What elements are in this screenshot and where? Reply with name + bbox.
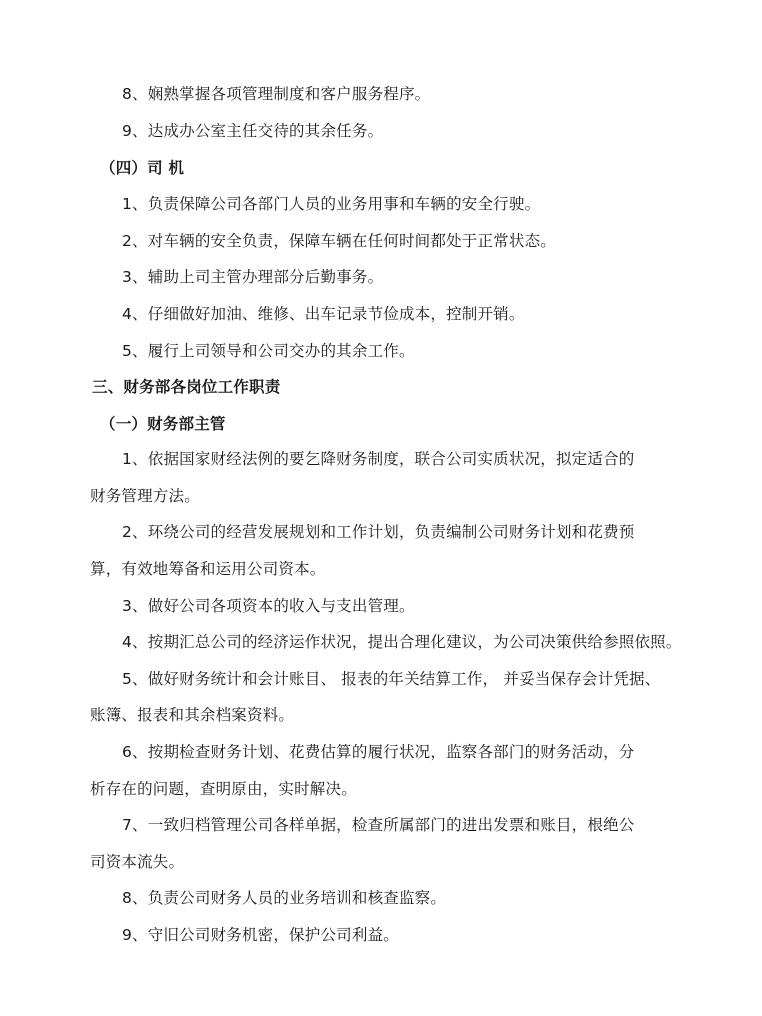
- list-item: 6、按期检查财务计划、花费估算的履行状况，监察各部门的财务活动，分: [122, 743, 635, 761]
- list-item: 8、负责公司财务人员的业务培训和核查监察。: [122, 889, 447, 907]
- section-heading: 三、财务部各岗位工作职责: [92, 378, 281, 396]
- list-item: 5、做好财务统计和会计账目、 报表的年关结算工作， 并妥当保存会计凭据、: [122, 670, 661, 688]
- list-item: 5、履行上司领导和公司交办的其余工作。: [122, 342, 415, 360]
- list-item: 2、对车辆的安全负责，保障车辆在任何时间都处于正常状态。: [122, 232, 556, 250]
- list-item: 1、负责保障公司各部门人员的业务用事和车辆的安全行驶。: [122, 195, 541, 213]
- list-item: 9、达成办公室主任交待的其余任务。: [122, 122, 384, 140]
- list-item: 4、按期汇总公司的经济运作状况，提出合理化建议，为公司决策供给参照依照。: [122, 633, 682, 651]
- list-item: 4、仔细做好加油、维修、出车记录节俭成本，控制开销。: [122, 305, 525, 323]
- list-item: 7、一致归档管理公司各样单据，检查所属部门的进出发票和账目，根绝公: [122, 816, 635, 834]
- list-item-continuation: 算，有效地筹备和运用公司资本。: [90, 560, 326, 578]
- list-item-continuation: 财务管理方法。: [90, 487, 200, 505]
- section-subheading: （一）财务部主管: [100, 415, 226, 433]
- list-item: 3、做好公司各项资本的收入与支出管理。: [122, 597, 415, 615]
- list-item-continuation: 析存在的问题，查明原由，实时解决。: [90, 780, 357, 798]
- section-subheading: （四）司 机: [100, 159, 185, 177]
- list-item: 8、娴熟掌握各项管理制度和客户服务程序。: [122, 85, 431, 103]
- list-item-continuation: 账簿、报表和其余档案资料。: [90, 706, 295, 724]
- list-item-continuation: 司资本流失。: [90, 853, 185, 871]
- list-item: 9、守旧公司财务机密，保护公司利益。: [122, 926, 399, 944]
- list-item: 3、辅助上司主管办理部分后勤事务。: [122, 268, 384, 286]
- list-item: 2、环绕公司的经营发展规划和工作计划，负责编制公司财务计划和花费预: [122, 523, 635, 541]
- list-item: 1、依据国家财经法例的要乞降财务制度，联合公司实质状况，拟定适合的: [122, 450, 635, 468]
